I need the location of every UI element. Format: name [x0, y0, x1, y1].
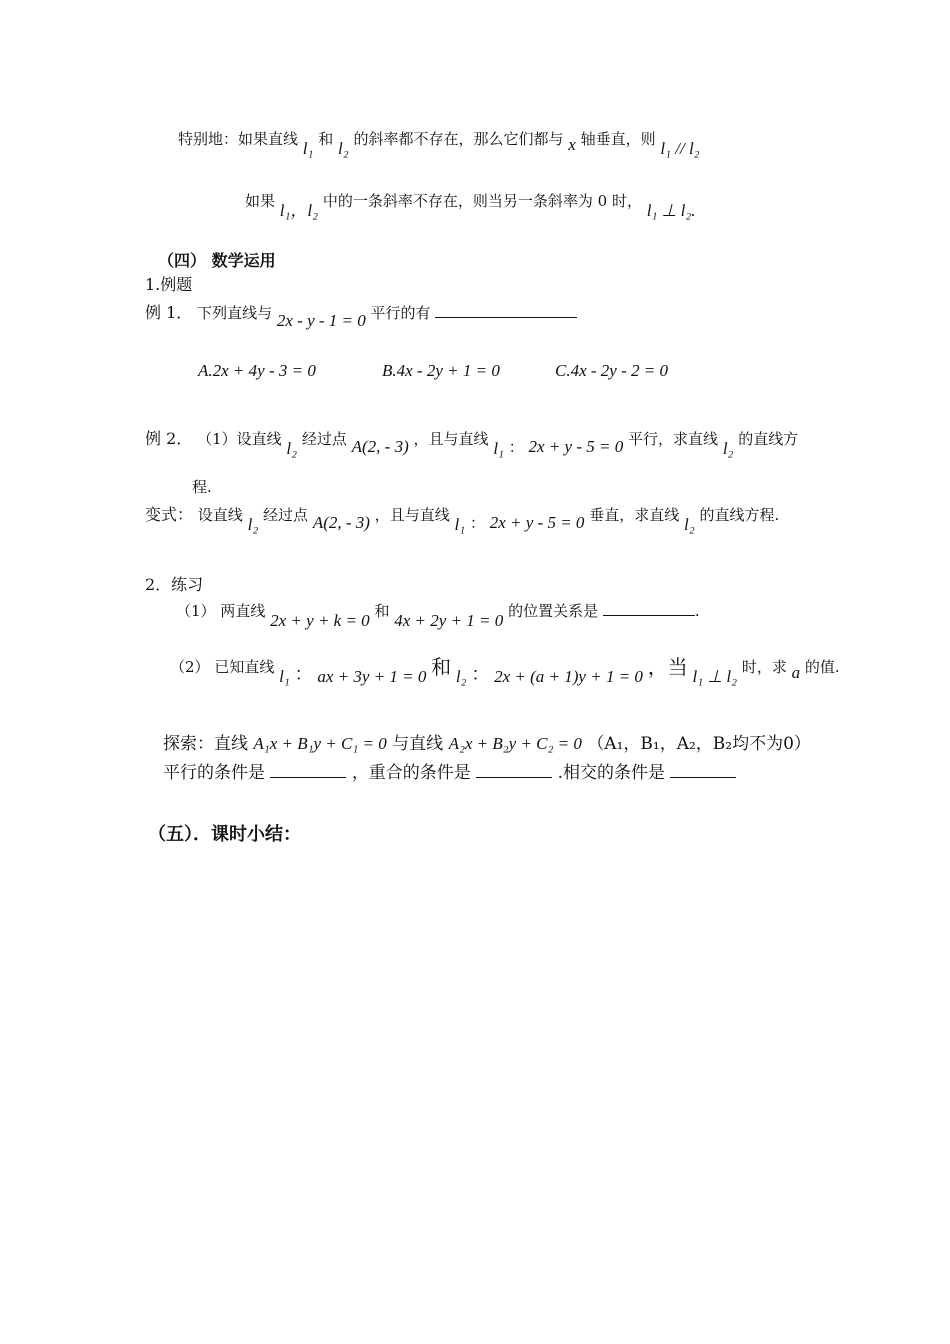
text: .相交的条件是 — [557, 763, 666, 783]
math-l2: l₂ — [247, 515, 259, 534]
math-eq1: ax + 3y + 1 = 0 — [317, 667, 427, 686]
text: 特别地：如果直线 — [178, 130, 299, 148]
math-l1: l₁ — [493, 439, 504, 458]
answer-blank[interactable] — [476, 763, 552, 778]
text: 下列直线与 — [197, 304, 273, 322]
text: ： — [471, 664, 490, 685]
example-2 — [145, 428, 799, 458]
math-a: a — [791, 663, 801, 682]
special-line-1 — [178, 128, 700, 158]
option-c: C.4x - 2y - 2 = 0 — [555, 361, 668, 380]
math-point: A(2, - 3) — [351, 437, 409, 456]
text: 平行的有 — [370, 304, 431, 322]
variant — [145, 504, 780, 534]
math-l2: l₂ — [286, 439, 298, 458]
text: 和 — [431, 655, 452, 679]
example-1 — [145, 302, 577, 330]
example-label: 例 1． — [145, 303, 193, 322]
text: 如果 — [245, 192, 276, 210]
answer-blank[interactable] — [670, 763, 736, 778]
text: 轴垂直，则 — [580, 130, 656, 148]
math-eq2: 2x + (a + 1)y + 1 = 0 — [494, 667, 643, 686]
math-point: A(2, - 3) — [312, 513, 370, 532]
text: ，且与直线 — [374, 506, 450, 524]
math-l1: l₁ — [279, 667, 290, 686]
practice-q2 — [170, 654, 840, 686]
text: ： — [294, 664, 313, 685]
text: 和 — [318, 130, 334, 148]
text: 时，求 — [741, 658, 787, 676]
special-line-2 — [245, 190, 696, 220]
math-l1: l₁ — [302, 139, 314, 158]
sub-heading: 1.例题 — [145, 275, 193, 294]
math-eq2: A₂x + B₂y + C₂ = 0 — [448, 734, 582, 753]
answer-blank[interactable] — [435, 303, 577, 318]
text: 的位置关系是 — [508, 602, 599, 620]
text: 的直线方程. — [699, 506, 780, 524]
text: 平行的条件是 — [163, 763, 265, 783]
explore-line-1 — [163, 733, 811, 755]
math-perp: l₁ ⊥ l₂. — [646, 201, 696, 220]
text: （A₁，B₁，A₂，B₂均不为0） — [587, 734, 811, 754]
math-l2: l₂ — [455, 667, 467, 686]
math-l1: l₁ — [454, 515, 466, 534]
math-l2: l₂ — [722, 439, 734, 458]
variant-label: 变式： — [145, 505, 194, 524]
practice-q1: （1） 两直线 2x + y + k = 0 和 4x + 2y + 1 = 0 的位置关系是 . — [176, 602, 700, 630]
text: 和 — [374, 602, 390, 620]
math-l2: l₂ — [338, 139, 349, 158]
option-b: B.4x - 2y + 1 = 0 — [382, 361, 500, 380]
question-number: （1） — [176, 602, 216, 620]
text: 已知直线 — [214, 658, 275, 676]
math-x: x — [568, 135, 576, 154]
answer-blank[interactable] — [603, 601, 695, 616]
math-eq1: 2x + y + k = 0 — [270, 611, 370, 630]
math-cond: l₁ ⊥ l₂ — [692, 667, 738, 686]
text: 垂直，求直线 — [589, 506, 680, 524]
text: 的值. — [804, 658, 840, 676]
answer-blank[interactable] — [270, 763, 346, 778]
math-eq: 2x + y - 5 = 0 — [528, 437, 624, 456]
section-4-title: （四） 数学运用 — [158, 251, 276, 270]
explore-line-2 — [163, 762, 736, 784]
text: 探索：直线 — [163, 734, 248, 754]
math-eq2: 4x + 2y + 1 = 0 — [394, 611, 504, 630]
text: 平行，求直线 — [628, 430, 719, 448]
text: 的直线方 — [738, 430, 799, 448]
text: ： — [508, 438, 524, 456]
text: 中的一条斜率不存在，则当另一条斜率为 0 时， — [322, 192, 642, 210]
example-label: 例 2． — [145, 429, 193, 448]
text: ： — [469, 514, 485, 532]
text: 两直线 — [220, 602, 266, 620]
text: ，且与直线 — [413, 430, 489, 448]
text: ，当 — [647, 655, 688, 679]
math-parallel: l₁ // l₂ — [660, 139, 700, 158]
question-number: （2） — [170, 658, 210, 676]
text: 设直线 — [197, 506, 243, 524]
practice-title: 2．练习 — [145, 575, 204, 594]
option-a: A.2x + 4y - 3 = 0 — [198, 361, 316, 380]
math-eq: 2x - y - 1 = 0 — [276, 311, 366, 330]
text: 经过点 — [301, 430, 347, 448]
text: （1）设直线 — [197, 430, 282, 448]
math-l1-l2: l₁，l₂ — [279, 201, 319, 220]
math-eq: 2x + y - 5 = 0 — [489, 513, 585, 532]
text: 经过点 — [263, 506, 309, 524]
text: 的斜率都不存在，那么它们都与 — [353, 130, 564, 148]
math-l2: l₂ — [684, 515, 695, 534]
section-5-title: （五）．课时小结： — [148, 824, 301, 845]
text: ，重合的条件是 — [351, 763, 471, 783]
math-eq1: A₁x + B₁y + C₁ = 0 — [253, 734, 387, 753]
text: 与直线 — [392, 734, 444, 754]
example-2-cont: 程. — [192, 478, 212, 496]
